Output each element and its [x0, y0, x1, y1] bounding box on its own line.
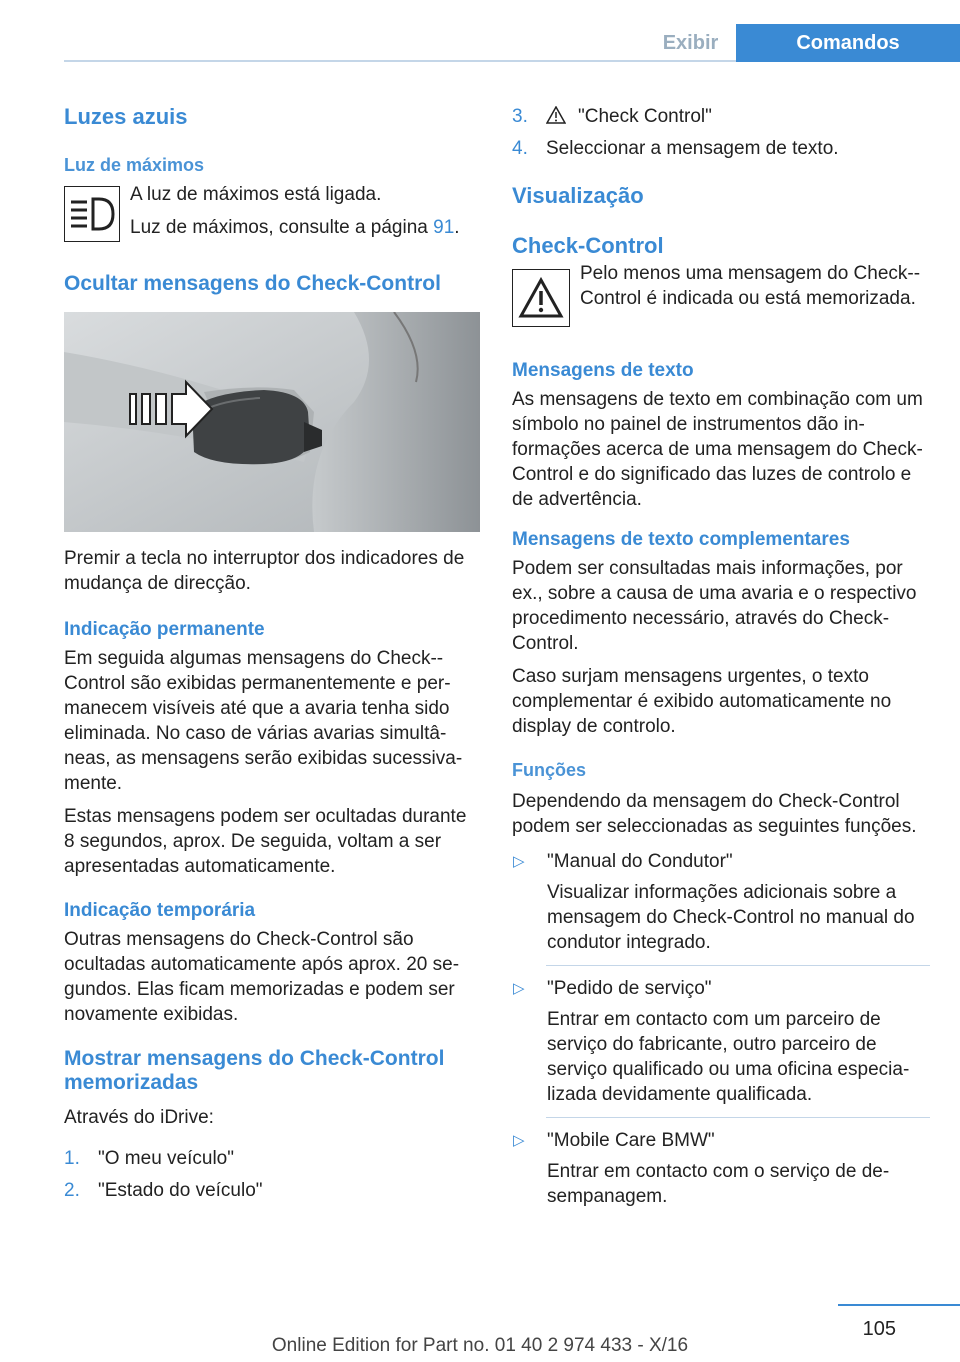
photo-caption: Premir a tecla no interruptor dos indicadores de mudança de direcção. — [64, 548, 465, 594]
function-title: "Mobile Care BMW" — [547, 1130, 715, 1151]
ref-period: . — [454, 217, 460, 238]
turn-signal-switch-photo — [64, 312, 480, 532]
list-item — [64, 1178, 482, 1203]
list-item — [512, 976, 930, 1107]
step-number: 3. — [512, 106, 528, 127]
check-control-text: Pelo menos uma mensagem do Check--Control é indicada ou está memorizada. — [580, 263, 921, 309]
mostrar-paragraph: Através do iDrive: — [64, 1107, 214, 1128]
heading-mensagens-complementares: Mensagens de texto complementares — [512, 529, 850, 550]
function-title: "Pedido de serviço" — [547, 978, 712, 999]
list-triangle-icon: ▷ — [513, 980, 525, 997]
list-triangle-icon: ▷ — [513, 853, 525, 870]
list-separator — [512, 1117, 930, 1118]
functions-list — [512, 849, 930, 1209]
ref-text: Luz de máximos, consulte a página — [130, 217, 434, 238]
step-text: Seleccionar a mensagem de texto. — [546, 138, 839, 159]
function-title: "Manual do Condutor" — [547, 851, 733, 872]
heading-funcoes: Funções — [512, 760, 587, 780]
heading-visualizacao: Visualização — [512, 183, 644, 208]
list-item — [512, 136, 930, 161]
function-desc: Visualizar informações adicionais sobre a mensagem do Check-Control no manual do condutor integrado. — [547, 882, 915, 953]
heading-luzes-azuis: Luzes azuis — [64, 104, 188, 129]
step-text: "Check Control" — [578, 106, 712, 127]
page-link-91[interactable]: 91 — [433, 217, 455, 238]
temp-paragraph-1: Outras mensagens do Check-Control são ocultadas automaticamente após aprox. 20 segundos. Elas ficam memorizadas e podem ser novamente exibidas. — [64, 929, 460, 1025]
tab-comandos[interactable]: Comandos — [736, 24, 960, 62]
list-triangle-icon: ▷ — [513, 1132, 525, 1149]
warning-triangle-icon — [512, 269, 570, 327]
heading-indicacao-permanente: Indicação permanente — [64, 619, 265, 640]
step-number: 1. — [64, 1148, 80, 1169]
heading-ocultar: Ocultar mensagens do Check-Control — [64, 272, 441, 295]
high-beam-line1: A luz de máximos está ligada. — [130, 184, 382, 205]
step-text: "O meu veículo" — [98, 1148, 234, 1169]
steps-list-right — [512, 104, 930, 161]
right-column — [512, 96, 930, 1209]
list-separator — [512, 965, 930, 966]
heading-mensagens-texto: Mensagens de texto — [512, 360, 694, 381]
compl-paragraph-2: Caso surjam mensagens urgentes, o texto complementar é exibido automaticamente no display de controlo. — [512, 666, 892, 737]
heading-check-control: Check-Control — [512, 233, 664, 258]
perm-paragraph-1: Em seguida algumas mensagens do Check--Control são exibidas permanentemente e permanecem visíveis até que a avaria tenha sido eliminada. No caso de várias avarias simultâneas, as mensagens serão exibidas sucessivamente. — [64, 648, 463, 794]
list-item — [64, 1146, 482, 1171]
left-column — [64, 96, 482, 1203]
funcoes-paragraph: Dependendo da mensagem do Check-Control podem ser seleccionadas as seguintes funções. — [512, 791, 917, 837]
high-beam-line2 — [130, 215, 460, 240]
heading-mostrar: Mostrar mensagens do Check-Control memorizadas — [64, 1047, 445, 1094]
page-number: 105 — [862, 1318, 896, 1340]
heading-indicacao-temporaria: Indicação temporária — [64, 900, 256, 921]
check-control-row — [512, 261, 930, 327]
perm-paragraph-2: Estas mensagens podem ser ocultadas durante 8 segundos, aprox. De seguida, voltam a ser apresentadas automaticamente. — [64, 806, 467, 877]
compl-paragraph-1: Podem ser consultadas mais informações, por ex., sobre a causa de uma avaria e o respectivo procedimento necessário, através do Check-Control. — [512, 558, 917, 654]
list-item — [512, 849, 930, 955]
footer-rule — [838, 1304, 960, 1306]
warning-icon-inline — [546, 104, 578, 129]
steps-list-left — [64, 1146, 482, 1203]
heading-luz-maximos: Luz de máximos — [64, 155, 205, 175]
msg-paragraph-1: As mensagens de texto em combinação com um símbolo no painel de instrumentos dão informações acerca de uma mensagem do Check-Control e do significado das luzes de controlo e de advertência. — [512, 389, 923, 510]
function-desc: Entrar em contacto com o serviço de desempanagem. — [547, 1161, 890, 1207]
step-text: "Estado do veículo" — [98, 1180, 263, 1201]
list-item — [512, 104, 930, 129]
high-beam-row — [64, 182, 482, 242]
step-number: 4. — [512, 138, 528, 159]
high-beam-icon — [64, 186, 120, 242]
step-number: 2. — [64, 1180, 80, 1201]
high-beam-text — [130, 182, 460, 242]
function-desc: Entrar em contacto com um parceiro de serviço do fabricante, outro parceiro de serviço qualificado ou uma oficina especializada devidamente qualificada. — [547, 1009, 910, 1105]
edition-footer: Online Edition for Part no. 01 40 2 974 433 - X/16 — [271, 1335, 689, 1356]
tab-exibir[interactable]: Exibir — [662, 32, 719, 54]
list-item — [512, 1128, 930, 1209]
